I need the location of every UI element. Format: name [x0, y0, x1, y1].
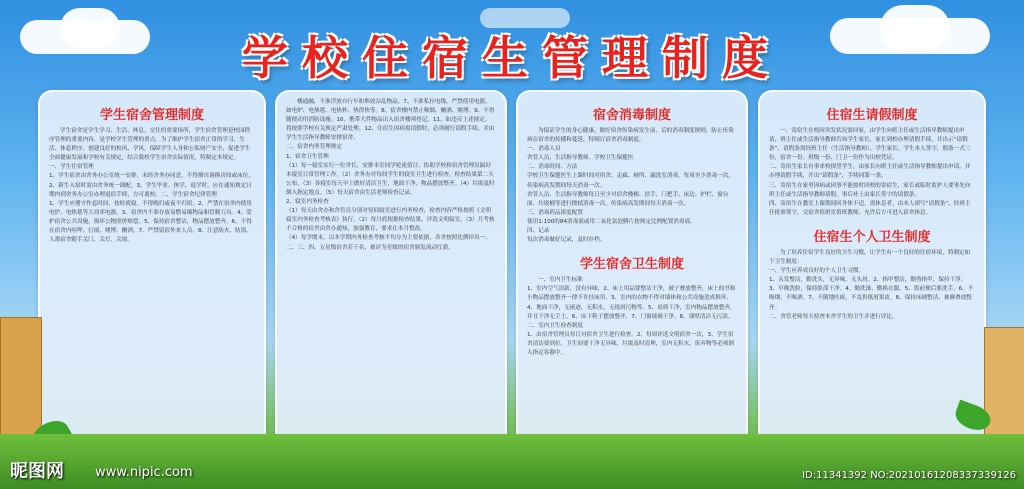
panel-dormitory-management — [38, 90, 266, 450]
panel-heading: 学生宿舍管理制度 — [99, 108, 204, 123]
watermark-logo: 昵图网 — [10, 461, 64, 482]
panel-text: 为了培养住宿学生良好的卫生习惯，让学生有一个良好的住宿环境，特制定如下卫生制度： 一、学生应养成良好的个人卫生习惯。 1、头发整洁，勤洗头，无异味，无头屑。2、指甲整洁，勤剪指甲，保持干净。3、早晚洗脸，保持脸部干净。4、勤洗澡，勤换衣服。5、饭前便后要洗手。6、不吸烟，不喝酒。7、不随地吐痰，不乱扔纸屑果皮。8、保持床铺整洁，被褥叠放整齐。 二、舍管老师每天检查本舍学生的卫生并进行评比。 — [769, 249, 974, 320]
panel-heading: 住宿生个人卫生制度 — [813, 229, 931, 245]
watermark-id: ID:11341392 NO:20210161208337339126 — [802, 470, 1016, 481]
panel-heading: 住宿生请假制度 — [826, 108, 918, 123]
panel-text: 一、室内卫生标准 1、室内空气清新，没有异味，2、床上用品要整洁干净，被子叠放整齐，床上的书和小物品摆放整齐一律不许挂床帘，3、室内的衣物不得对墙体和公共设施造成损坏，4、地面干净，无痰迹，无积水，无纸屑污物等。5、桌椅干净，室内物品摆放整齐，并且干净无尘土，6、床下鞋子摆放整齐，7、门窗玻璃干净，8、墙壁清洁无污渍。 二、室内卫生检查制度 1、由宿舍管理员每日对宿舍卫生进行检查。2、每周评选文明宿舍一次，3、学生宿舍清洁要到位，卫生间要干净无异味，垃圾及时清理，室内无积水，废弃物等必须倒入指定容器中。 — [527, 277, 736, 356]
panel-text: 为保证学生的身心健康，做好宿舍传染病发生前、后的消毒制度规则，防止传染病在宿舍的传播和蔓延，特制订宿舍消毒制度。 一、消毒人员 舍管人员、生活指导教师、学校卫生保健医 二、消毒时间、方法 学校卫生保健医生上课时间对宿舍、走廊、厕所、漏洗室消毒，每周至少消毒一次，传染病高发期间每天消毒一次。 舍管人员、生活指导教师每日至少对宿舍楼梯、扶手、门把手、床边、护栏、窗台面、垃圾桶等进行擦拭消毒一次。传染病高发期间每天消毒一次。 三、消毒药品浓度配置 使用1:100的84消毒液或用二氧化氯泡腾片按规定比例配置消毒液。 四、记录 每次消毒做好记录，及时存档。 — [527, 128, 734, 244]
watermark-url: www.nipic.com — [95, 465, 193, 480]
panel-text: 一、寄宿生在校因突发状况需回家，由学生向班主任或生活指导教师提出申请，班主任或生活指导教师告知学生家长，家长到校办理请假手续，并出示“请假条”，请假条需经班主任（生活指导教师）、学生家长、学生本人签字，假条一式三份，宿舍一份、班级一份、门卫一份作为出校凭证。 二、寄宿生家长有事来校探望学生，由家长向班主任或生活指导教师提出申请，并办理请假手续，开出“请假条”，手续同第一条。 三、寄宿生在家里因病或因事不能按时回校的寄宿生，家长或临时监护人要事先向班主任或生活指导教师请假，事后补上由家长签字的请假条。 四、寄宿生在教室上课期间回身体不适，需休息者，由本人填写“请假条”，经班主任批准签字，交宿舍值班室值班教师，允许后方可进入宿舍休息。 — [769, 128, 971, 216]
panel-text: 楼通融，不准浮放自行车和堆放杂乱物品。7、不准私拉电线，严禁使用电器，如电炉、电热毯、电热杯、热得快等。8、宿舍楼内禁止吸烟、酗酒、赌博。9、不得随便动用消防设施。10、携带大件物品出入宿舍楼须登记。11、如违反上述规定，将按照学校有关规定严肃处理。12、住宿生因病需请假时，必须履行请假手续，并由学生生活指导教师安排宿舍。 二、宿舍内务管理规定 1、宿舍卫生管理 （1）每一寝室实行一位舍长，安排本室同学轮流值日，协助学校和宿舍管理员搞好本寝室日常管理工作。（2）舍务办对每间学生的寝室卫生进行检查，检查结果第二天公布。（3）各寝室每天早上做好清洁卫生，地面干净，物品摆放整齐。（4）垃圾及时倒入指定地点。（5）每天宿舍由生活老师检查记录。 2、寝室内务检查 （1）每天由舍办和舍管员分别对每间寝室进行内务检查，检查内容严格按照《文明寝室内务检查考核表》执行。（2）每月底根据检查结果，评选文明寝室。（3）月考核不合格的宿舍由舍办通知，加强教育，要求在本月整改。 （4）每学期末，以本学期内务检查考核平均分为主要依据，各舍按照比例评出一、二、三、四、五星级宿舍若干名，被评为星级的宿舍颁发流动红旗。 — [286, 99, 495, 251]
panel-heading: 宿舍消毒制度 — [592, 108, 671, 123]
page-title: 学校住宿生管理制度 — [242, 31, 782, 85]
panel-dormitory-management-continued — [275, 90, 507, 450]
panel-text: 学生宿舍是学生学习、生活、休息、交往的重要场所，学生宿舍管理是校园秩序管理的重要内容，是学校学生管理的重点。为了维护学生宿舍正常的学习、生活、休息秩序，创建良好的校风、学风，保障学生人身和公私财产安全，促进学生全面健康发展和学校有关规定，结合我校学生宿舍实际情况，特制定本规定。 一、学生住宿管理 1、学生宿舍由舍务办公室统一安排，未经舍务办同意，不得擅自调换房间或床位。2、新生入宿时需由舍务统一调配。3、学生毕业、休学、退学时，应在通知规定日期内到舍务办公室办理退宿手续，方可离校。二、学生宿舍纪律管理 1、学生应遵守作息时间，按时就寝，不得晚归或夜不归宿。2、严禁在宿舍内使用电炉、电热毯等大功率电器。3、宿舍内不准存放易燃易爆物品和管制刀具。4、爱护宿舍公共设施，损坏公物照价赔偿。5、保持宿舍整洁，物品摆放整齐。6、不得在宿舍内喧哗、打闹、赌博、酗酒。7、严禁留宿外来人员。8、注意防火、防盗，人离宿舍随手关门、关灯、关窗。 — [49, 128, 254, 244]
building-decoration — [0, 317, 42, 439]
panel-leave-personal-hygiene — [758, 90, 986, 450]
panel-heading: 学生宿舍卫生制度 — [579, 257, 684, 273]
panel-disinfection-hygiene — [516, 90, 748, 450]
